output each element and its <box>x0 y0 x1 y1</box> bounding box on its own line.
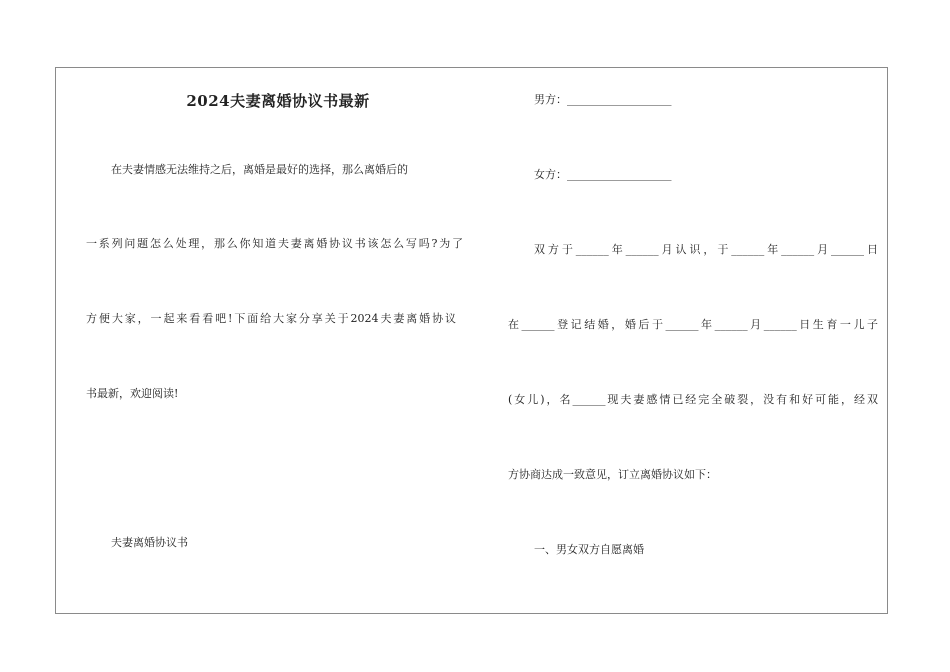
body-line-3: (女儿)，名______现夫妻感情已经完全破裂，没有和好可能，经双 <box>508 393 878 406</box>
intro-line-3: 方便大家，一起来看看吧!下面给大家分享关于2024夫妻离婚协议 <box>86 312 456 325</box>
intro-line-2: 一系列问题怎么处理，那么你知道夫妻离婚协议书该怎么写吗?为了 <box>86 237 463 250</box>
intro-line-1: 在夫妻情感无法维持之后，离婚是最好的选择，那么离婚后的 <box>111 163 408 176</box>
clause-1: 一、男女双方自愿离婚 <box>534 543 644 556</box>
intro-line-4: 书最新，欢迎阅读! <box>86 387 179 400</box>
document-title: 2024夫妻离婚协议书最新 <box>186 92 370 110</box>
male-party-field: 男方：___________________ <box>534 93 672 106</box>
body-line-4: 方协商达成一致意见，订立离婚协议如下： <box>508 468 717 481</box>
female-party-field: 女方：___________________ <box>534 168 672 181</box>
body-line-1: 双方于______年______月认识，于______年______月______日 <box>534 243 878 256</box>
agreement-subtitle: 夫妻离婚协议书 <box>111 536 188 549</box>
body-line-2: 在______登记结婚，婚后于______年______月______日生育一儿子 <box>508 318 878 331</box>
document-page <box>55 67 888 614</box>
